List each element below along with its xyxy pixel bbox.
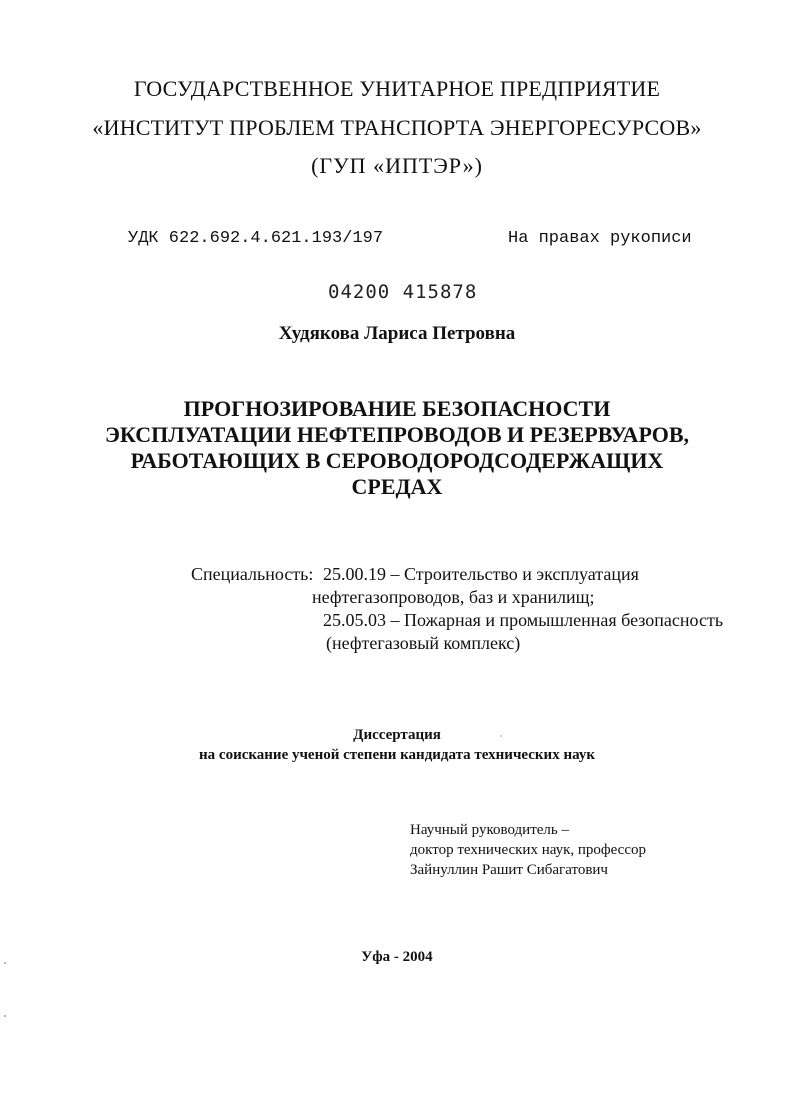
supervisor-degree: доктор технических наук, профессор — [410, 842, 647, 858]
specialty-1-continuation: нефтегазопроводов, баз и хранилищ; — [312, 587, 595, 607]
specialty-2: 25.05.03 – Пожарная и промышленная безопасность — [323, 610, 724, 630]
specialty-1: 25.00.19 – Строительство и эксплуатация — [323, 564, 639, 584]
supervisor-role: Научный руководитель – — [410, 822, 569, 838]
title-line-1: ПРОГНОЗИРОВАНИЕ БЕЗОПАСНОСТИ — [183, 396, 611, 421]
scan-speck — [4, 962, 6, 964]
supervisor-name: Зайнуллин Рашит Сибагатович — [410, 862, 608, 878]
udk-code: УДК 622.692.4.621.193/197 — [128, 229, 384, 248]
inventory-stamp-number: 04200 415878 — [328, 281, 478, 303]
scan-speck — [500, 735, 502, 737]
title-line-3: РАБОТАЮЩИХ В СЕРОВОДОРОДСОДЕРЖАЩИХ — [130, 448, 664, 473]
title-line-4: СРЕДАХ — [351, 474, 443, 499]
title-line-2: ЭКСПЛУАТАЦИИ НЕФТЕПРОВОДОВ И РЕЗЕРВУАРОВ, — [104, 422, 690, 447]
scan-speck — [4, 1015, 6, 1017]
degree-statement: на соискание ученой степени кандидата технических наук — [199, 747, 595, 763]
dissertation-title — [0, 396, 794, 500]
city-year: Уфа - 2004 — [361, 949, 433, 965]
author-name: Худякова Лариса Петровна — [278, 323, 516, 344]
organization-line-2: «ИНСТИТУТ ПРОБЛЕМ ТРАНСПОРТА ЭНЕРГОРЕСУРСОВ» — [92, 115, 702, 140]
specialty-label: Специальность: — [191, 564, 314, 584]
organization-abbreviation: (ГУП «ИПТЭР») — [311, 153, 483, 178]
specialty-2-continuation: (нефтегазовый комплекс) — [326, 633, 521, 653]
organization-line-1: ГОСУДАРСТВЕННОЕ УНИТАРНОЕ ПРЕДПРИЯТИЕ — [133, 76, 661, 101]
manuscript-rights-note: На правах рукописи — [508, 229, 692, 248]
dissertation-label: Диссертация — [353, 727, 441, 743]
